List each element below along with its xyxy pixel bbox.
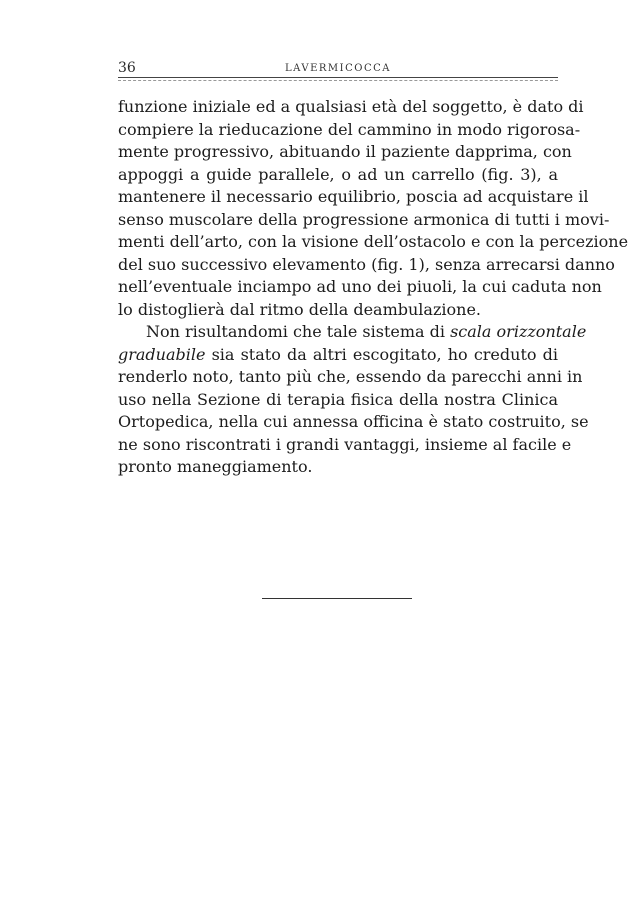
paragraph-2-line: Ortopedica, nella cui annessa officina è stato costruito, se xyxy=(118,412,589,431)
paragraph-1-line: appoggi a guide parallele, o ad un carrello (fig. 3), a xyxy=(118,164,558,184)
paragraph-2-text: sia stato da altri escogitato, ho creduto di xyxy=(205,344,558,364)
paragraph-2-line: renderlo noto, tanto più che, essendo da parecchi anni in xyxy=(118,367,583,386)
paragraph-1-line: menti dell’arto, con la visione dell’ostacolo e con la percezione xyxy=(118,232,629,251)
page-number: 36 xyxy=(118,60,136,76)
header-rule xyxy=(118,77,558,78)
paragraph-1-line: lo distoglierà dal ritmo della deambulazione. xyxy=(118,299,481,319)
paragraph-1-line: funzione iniziale ed a qualsiasi età del soggetto, è dato di xyxy=(118,97,584,116)
paragraph-2-line: ne sono riscontrati i grandi vantaggi, insieme al facile e xyxy=(118,434,572,454)
paragraph-1-line: mantenere il necessario equilibrio, poscia ad acquistare il xyxy=(118,187,589,206)
paragraph-1-line: nell’eventuale inciampo ad uno dei piuoli, la cui caduta non xyxy=(118,277,602,296)
paragraph-2-line xyxy=(118,344,558,367)
paragraph-1-line: del suo successivo elevamento (fig. 1), senza arrecarsi danno xyxy=(118,254,615,274)
paragraph-1-line: senso muscolare della progressione armonica di tutti i movi- xyxy=(118,209,610,229)
page-header xyxy=(118,58,558,78)
paragraph-2-line: pronto maneggiamento. xyxy=(118,457,313,476)
paragraph-2-line xyxy=(118,321,587,344)
running-head: LAVERMICOCCA xyxy=(285,63,391,74)
italic-term: scala orizzontale xyxy=(450,322,587,341)
paragraph-1-line: compiere la rieducazione del cammino in modo rigorosa- xyxy=(118,119,581,139)
header-rule-secondary xyxy=(118,80,558,81)
paragraph-2-line: uso nella Sezione di terapia fisica della nostra Clinica xyxy=(118,389,558,409)
paragraph-1-line: mente progressivo, abituando il paziente dapprima, con xyxy=(118,142,572,161)
body-text xyxy=(118,96,629,479)
section-end-rule xyxy=(262,598,412,599)
paragraph-2-text: Non risultandomi che tale sistema di xyxy=(146,322,451,341)
italic-term: graduabile xyxy=(118,344,206,364)
